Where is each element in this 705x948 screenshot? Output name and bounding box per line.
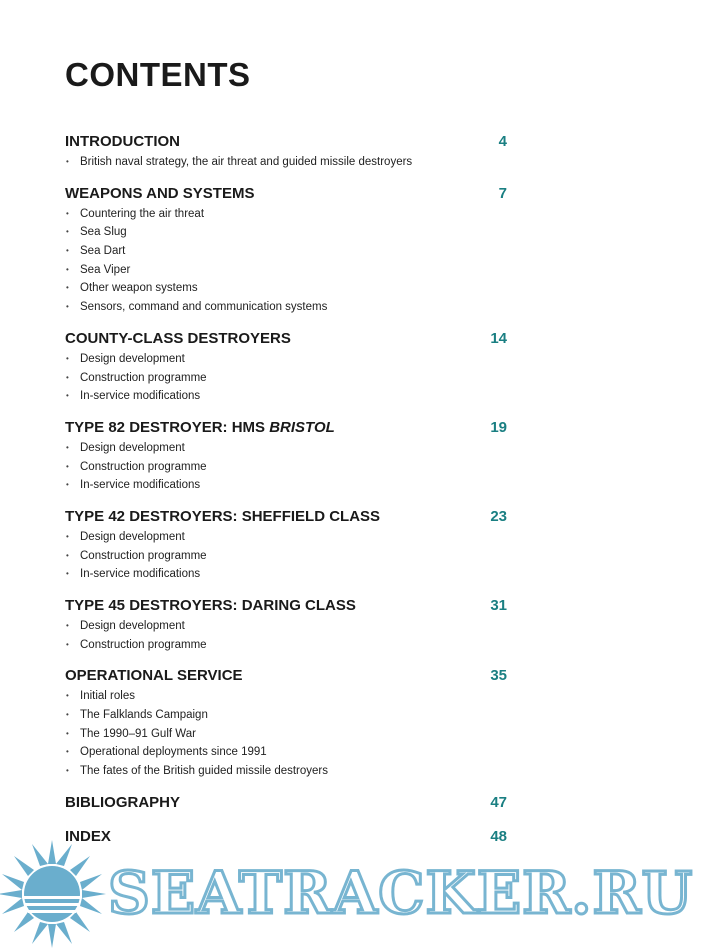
list-item: • Sea Dart (65, 242, 507, 261)
subsection-list (65, 350, 507, 406)
watermark-text: SEATRACKER.RU (108, 859, 694, 927)
list-item: • Design development (65, 617, 507, 636)
section-title: INTRODUCTION (65, 133, 180, 150)
toc-entry[interactable] (65, 667, 507, 687)
table-of-contents (65, 133, 507, 862)
section-page-number: 4 (498, 133, 507, 150)
list-item: • The fates of the British guided missile destroyers (65, 762, 507, 781)
list-item: • Sea Slug (65, 223, 507, 242)
toc-section-type-82 (65, 419, 507, 495)
toc-entry[interactable] (65, 419, 507, 439)
list-item: • Other weapon systems (65, 279, 507, 298)
section-title: WEAPONS AND SYSTEMS (65, 184, 255, 202)
toc-section-weapons (65, 185, 507, 317)
section-page-number: 14 (490, 329, 507, 347)
subsection-list (65, 687, 507, 780)
section-page-number: 35 (490, 667, 507, 685)
toc-section-type-45 (65, 597, 507, 654)
list-item: • Construction programme (65, 636, 507, 655)
toc-entry[interactable] (65, 133, 507, 153)
toc-entry[interactable] (65, 185, 507, 205)
list-item: • Design development (65, 439, 507, 458)
section-page-number: 23 (490, 507, 507, 525)
subsection-list (65, 439, 507, 495)
toc-entry[interactable] (65, 597, 507, 617)
list-item: • In-service modifications (65, 476, 507, 495)
list-item: • Sea Viper (65, 261, 507, 280)
page-title: CONTENTS (65, 56, 251, 93)
subsection-list (65, 528, 507, 584)
subsection-list (65, 617, 507, 654)
section-title: BIBLIOGRAPHY (65, 793, 181, 811)
section-page-number: 48 (490, 827, 507, 845)
toc-section-introduction (65, 133, 507, 172)
toc-entry[interactable] (65, 794, 507, 814)
list-item: • Design development (65, 528, 507, 547)
list-item: • Construction programme (65, 547, 507, 566)
list-item: • In-service modifications (65, 387, 507, 406)
subsection-list (65, 153, 507, 172)
list-item: • In-service modifications (65, 565, 507, 584)
toc-section-type-42 (65, 508, 507, 584)
list-item: • The 1990–91 Gulf War (65, 725, 507, 744)
section-page-number: 19 (490, 418, 507, 436)
section-page-number: 31 (490, 597, 507, 614)
toc-section-county-class (65, 330, 507, 406)
section-title (65, 419, 335, 436)
section-title: OPERATIONAL SERVICE (65, 667, 243, 685)
section-title-prefix: TYPE 82 DESTROYER: HMS (65, 418, 270, 436)
list-item: • The Falklands Campaign (65, 706, 507, 725)
section-page-number: 7 (498, 184, 507, 202)
list-item: • Initial roles (65, 687, 507, 706)
list-item: • Design development (65, 350, 507, 369)
subsection-list (65, 205, 507, 317)
section-title: TYPE 42 DESTROYERS: SHEFFIELD CLASS (65, 507, 381, 525)
list-item: • Operational deployments since 1991 (65, 743, 507, 762)
section-title: TYPE 45 DESTROYERS: DARING CLASS (65, 597, 356, 614)
section-title: COUNTY-CLASS DESTROYERS (65, 329, 291, 347)
toc-section-operational (65, 667, 507, 780)
section-title: INDEX (65, 827, 111, 845)
list-item: • Sensors, command and communication systems (65, 298, 507, 317)
ship-name: BRISTOL (269, 418, 335, 436)
toc-section-bibliography (65, 794, 507, 814)
toc-entry[interactable] (65, 330, 507, 350)
section-page-number: 47 (490, 793, 507, 811)
sun-icon (0, 840, 106, 948)
list-item: • British naval strategy, the air threat and guided missile destroyers (65, 153, 507, 172)
list-item: • Construction programme (65, 369, 507, 388)
toc-entry[interactable] (65, 508, 507, 528)
list-item: • Construction programme (65, 458, 507, 477)
list-item: • Countering the air threat (65, 205, 507, 224)
